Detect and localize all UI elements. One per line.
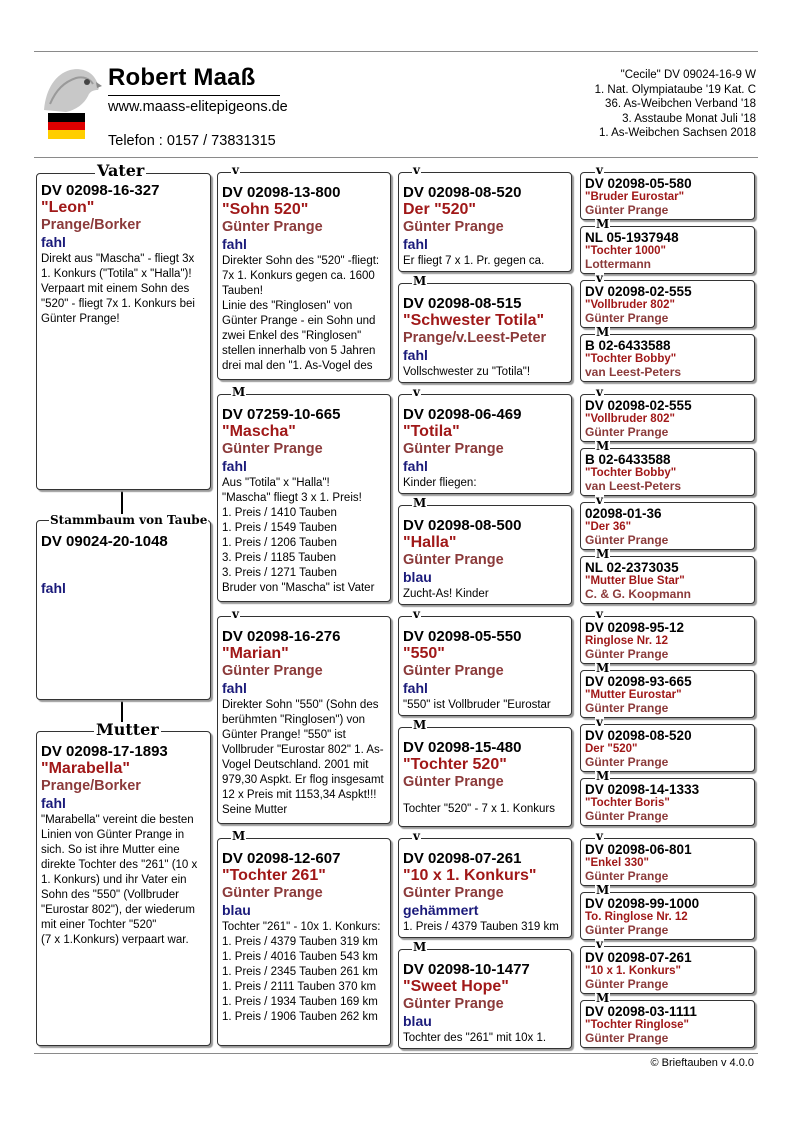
breeder: Prange/Borker <box>41 778 141 794</box>
grandsire-paternal-card[interactable] <box>217 172 391 380</box>
ring-number: B 02-6433588 <box>585 452 671 467</box>
breeder: Günter Prange <box>222 441 323 457</box>
pigeon-name: "10 x 1. Konkurs" <box>403 867 537 884</box>
ring-number: DV 02098-03-1111 <box>585 1004 697 1019</box>
ring-number: DV 02098-02-555 <box>585 398 692 413</box>
description: 1. Preis / 4379 Tauben 319 km <box>403 921 559 933</box>
ring-number: DV 02098-99-1000 <box>585 896 700 911</box>
pigeon-name: To. Ringlose Nr. 12 <box>585 911 688 923</box>
dam-marker: M <box>413 940 427 954</box>
ring-number: DV 02098-10-1477 <box>403 961 530 978</box>
ancestor-card-small[interactable] <box>580 670 755 718</box>
breeder: Lottermann <box>585 256 651 271</box>
breeder: Günter Prange <box>403 663 504 679</box>
flag-stripe-red <box>48 122 85 131</box>
pigeon-name: "Tochter Bobby" <box>585 467 677 479</box>
pigeon-name: "Tochter Boris" <box>585 797 670 809</box>
description: Direkt aus "Mascha" - fliegt 3x 1. Konkurs ("Totila" x "Halla")! Verpaart mit einem Sohn des "520" - fliegt 7x 1. Konkurs bei Günter Prange! <box>41 253 195 325</box>
achievement-line: 1. As-Weibchen Sachsen 2018 <box>598 127 756 140</box>
pigeon-name: "Bruder Eurostar" <box>585 191 685 203</box>
dam-marker: M <box>596 439 610 453</box>
owner-name: Robert Maaß <box>108 64 256 91</box>
header-rule <box>34 157 758 158</box>
dam-marker: M <box>596 547 610 561</box>
breeder: Günter Prange <box>403 996 504 1012</box>
dam-marker: M <box>413 496 427 510</box>
description: "550" ist Vollbruder "Eurostar <box>403 699 551 711</box>
pigeon-name: "Mutter Blue Star" <box>585 575 685 587</box>
breeder: Günter Prange <box>585 700 669 715</box>
pigeon-name: "Mascha" <box>222 423 296 440</box>
ring-number: DV 02098-07-261 <box>403 850 522 867</box>
website-link[interactable]: www.maass-elitepigeons.de <box>108 99 288 115</box>
ancestor-card[interactable] <box>398 172 572 272</box>
ancestor-card-small[interactable] <box>580 556 755 604</box>
copyright: © Brieftauben v 4.0.0 <box>650 1057 754 1069</box>
ancestor-card-small[interactable] <box>580 172 755 220</box>
ring-number: DV 07259-10-665 <box>222 406 341 423</box>
achievements-list <box>595 68 756 141</box>
breeder: Günter Prange <box>403 774 504 790</box>
description: Vollschwester zu "Totila"! <box>403 366 531 378</box>
breeder: Günter Prange <box>585 1030 669 1045</box>
sire-marker: v <box>596 385 603 399</box>
breeder: Günter Prange <box>585 868 669 883</box>
breeder: Günter Prange <box>403 885 504 901</box>
breeder: Günter Prange <box>222 219 323 235</box>
breeder: Prange/Borker <box>41 217 141 233</box>
pigeon-name: "Mutter Eurostar" <box>585 689 682 701</box>
pigeon-name: "Schwester Totila" <box>403 312 545 329</box>
ancestor-card-small[interactable] <box>580 838 755 886</box>
breeder: Günter Prange <box>403 219 504 235</box>
breeder: Prange/v.Leest-Peter <box>403 330 547 346</box>
ancestor-card-small[interactable] <box>580 892 755 940</box>
ring-number: DV 02098-12-607 <box>222 850 341 867</box>
ring-number: DV 02098-17-1893 <box>41 743 168 760</box>
sire-marker: v <box>596 715 603 729</box>
ring-number: DV 02098-05-550 <box>403 628 522 645</box>
ring-number: DV 02098-06-801 <box>585 842 692 857</box>
pigeon-name: "Leon" <box>41 199 95 216</box>
ancestor-card-small[interactable] <box>580 778 755 826</box>
ring-number: DV 02098-93-665 <box>585 674 692 689</box>
ancestor-card-small[interactable] <box>580 394 755 442</box>
flag-stripe-gold <box>48 130 85 139</box>
description: Zucht-As! Kinder <box>403 588 489 600</box>
pigeon-name: "Marabella" <box>41 760 130 777</box>
ring-number: 02098-01-36 <box>585 506 662 521</box>
plumage-color: fahl <box>403 236 428 252</box>
ancestor-card[interactable] <box>398 394 572 494</box>
dam-marker: M <box>232 385 246 399</box>
grandsire-maternal-card[interactable] <box>217 616 391 824</box>
breeder: Günter Prange <box>585 310 669 325</box>
plumage-color: fahl <box>222 680 247 696</box>
description: Tochter "520" - 7 x 1. Konkurs <box>403 803 555 815</box>
breeder: C. & G. Koopmann <box>585 586 691 601</box>
ring-number: DV 02098-95-12 <box>585 620 685 635</box>
dam-marker: M <box>596 991 610 1005</box>
ring-number: DV 02098-08-520 <box>585 728 692 743</box>
breeder: Günter Prange <box>222 663 323 679</box>
breeder: Günter Prange <box>585 922 669 937</box>
plumage-color: gehämmert <box>403 902 479 918</box>
achievement-line: "Cecile" DV 09024-16-9 W <box>620 69 756 81</box>
ring-number: DV 09024-20-1048 <box>41 533 168 550</box>
dam-marker: M <box>596 661 610 675</box>
description: Aus "Totila" x "Halla"! "Mascha" fliegt 3 x 1. Preis! 1. Preis / 1410 Tauben 1. Preis / 1549 Tauben 1. Preis / 1206 Tauben 3. Preis / 1185 Tauben 3. Preis / 1271 Tauben Bruder von "Mascha" ist Vater <box>222 477 375 594</box>
ring-number: NL 02-2373035 <box>585 560 679 575</box>
achievement-line: 1. Nat. Olympiataube '19 Kat. C <box>594 83 756 96</box>
pigeon-name: Ringlose Nr. 12 <box>585 635 669 647</box>
pedigree-subject-label: Stammbaum von Taube <box>50 513 208 527</box>
ring-number: DV 02098-16-276 <box>222 628 341 645</box>
plumage-color: fahl <box>403 347 428 363</box>
footer-rule <box>34 1053 758 1054</box>
ring-number: DV 02098-13-800 <box>222 184 341 201</box>
sire-label: Vater <box>97 161 145 180</box>
description: Er fliegt 7 x 1. Pr. gegen ca. <box>403 255 545 267</box>
dam-marker: M <box>596 769 610 783</box>
dam-label: Mutter <box>96 720 159 739</box>
dam-card[interactable] <box>36 731 211 1046</box>
ring-number: DV 02098-16-327 <box>41 182 160 199</box>
sire-marker: v <box>596 163 603 177</box>
pigeon-name: "Tochter 1000" <box>585 245 666 257</box>
breeder: Günter Prange <box>585 808 669 823</box>
breeder: Günter Prange <box>585 202 669 217</box>
description: Tochter des "261" mit 10x 1. <box>403 1032 547 1044</box>
german-flag-icon <box>48 113 85 139</box>
pigeon-name: "Vollbruder 802" <box>585 299 675 311</box>
dam-marker: M <box>596 325 610 339</box>
achievement-line: 36. As-Weibchen Verband '18 <box>605 98 756 111</box>
ring-number: DV 02098-15-480 <box>403 739 522 756</box>
description: Kinder fliegen: <box>403 477 477 489</box>
pigeon-name: "Enkel 330" <box>585 857 649 869</box>
plumage-color: fahl <box>41 234 66 250</box>
sire-marker: v <box>413 829 420 843</box>
ancestor-card-small[interactable] <box>580 334 755 382</box>
dam-marker: M <box>413 274 427 288</box>
ring-number: DV 02098-14-1333 <box>585 782 700 797</box>
ring-number: DV 02098-08-520 <box>403 184 522 201</box>
ancestor-card[interactable] <box>398 616 572 716</box>
ancestor-card[interactable] <box>398 838 572 938</box>
description: Direkter Sohn "550" (Sohn des berühmten "Ringlosen") von Günter Prange! "550" ist Vollbruder "Eurostar 802" 1. As-Vogel Deutschland. 2001 mit 979,30 Aspkt. Er flog insgesamt 12 x Preis mit 1153,34 Aspkt!!! Seine Mutter <box>222 699 384 816</box>
breeder: Günter Prange <box>585 532 669 547</box>
description: Tochter "261" - 10x 1. Konkurs: 1. Preis / 4379 Tauben 319 km 1. Preis / 4016 Tauben 543 km 1. Preis / 2345 Tauben 261 km 1. Preis / 2111 Tauben 370 km 1. Preis / 1934 Tauben 169 km 1. Preis / 1906 Tauben 262 km <box>222 921 381 1023</box>
plumage-color: blau <box>403 1013 432 1029</box>
ring-number: DV 02098-08-500 <box>403 517 522 534</box>
sire-marker: v <box>596 937 603 951</box>
granddam-maternal-card[interactable] <box>217 838 391 1046</box>
breeder: Günter Prange <box>403 441 504 457</box>
ancestor-card-small[interactable] <box>580 1000 755 1048</box>
breeder: van Leest-Peters <box>585 478 682 493</box>
ring-number: B 02-6433588 <box>585 338 671 353</box>
subject-card[interactable] <box>36 520 211 700</box>
pigeon-name: "Tochter 261" <box>222 867 326 884</box>
ancestor-card[interactable] <box>398 283 572 383</box>
ancestor-card[interactable] <box>398 505 572 605</box>
dam-marker: M <box>232 829 246 843</box>
sire-marker: v <box>596 607 603 621</box>
pigeon-name: "Tochter Bobby" <box>585 353 677 365</box>
sire-marker: v <box>413 163 420 177</box>
ancestor-card[interactable] <box>398 727 572 827</box>
description: Direkter Sohn des "520" -fliegt: 7x 1. Konkurs gegen ca. 1600 Tauben! Linie des "Ringlosen" von Günter Prange - ein Sohn und zwei Enkel des "Ringlosen" stellen innerhalb von 5 Jahren drei mal den "1. As-Vogel des <box>222 255 380 372</box>
pigeon-name: "Marian" <box>222 645 289 662</box>
plumage-color: blau <box>222 902 251 918</box>
dam-marker: M <box>596 883 610 897</box>
breeder: Günter Prange <box>403 552 504 568</box>
ancestor-card-small[interactable] <box>580 724 755 772</box>
owner-underline <box>108 95 280 96</box>
plumage-color: fahl <box>41 580 66 596</box>
ancestor-card[interactable] <box>398 949 572 1049</box>
ring-number: DV 02098-02-555 <box>585 284 692 299</box>
sire-marker: v <box>232 163 239 177</box>
dam-marker: M <box>413 718 427 732</box>
ancestor-card-small[interactable] <box>580 280 755 328</box>
pigeon-name: "550" <box>403 645 445 662</box>
pigeon-name: "Sweet Hope" <box>403 978 509 995</box>
pigeon-name: "Halla" <box>403 534 457 551</box>
plumage-color: fahl <box>222 458 247 474</box>
plumage-color: fahl <box>41 795 66 811</box>
plumage-color: blau <box>403 569 432 585</box>
sire-marker: v <box>413 385 420 399</box>
phone-number: Telefon : 0157 / 73831315 <box>108 133 276 149</box>
breeder: Günter Prange <box>585 646 669 661</box>
ancestor-card-small[interactable] <box>580 502 755 550</box>
pigeon-head-logo-icon <box>40 60 102 114</box>
breeder: Günter Prange <box>585 976 669 991</box>
ring-number: DV 02098-05-580 <box>585 176 692 191</box>
ancestor-card-small[interactable] <box>580 616 755 664</box>
pigeon-name: "Vollbruder 802" <box>585 413 675 425</box>
breeder: van Leest-Peters <box>585 364 682 379</box>
ancestor-card-small[interactable] <box>580 448 755 496</box>
granddam-paternal-card[interactable] <box>217 394 391 602</box>
ring-number: DV 02098-07-261 <box>585 950 692 965</box>
top-rule <box>34 51 758 52</box>
pigeon-name: Der "520" <box>585 743 638 755</box>
plumage-color: fahl <box>222 236 247 252</box>
plumage-color: fahl <box>403 458 428 474</box>
ring-number: NL 05-1937948 <box>585 230 679 245</box>
ancestor-card-small[interactable] <box>580 226 755 274</box>
pigeon-name: "Tochter 520" <box>403 756 507 773</box>
pigeon-name: "Der 36" <box>585 521 632 533</box>
pigeon-name: "Totila" <box>403 423 460 440</box>
sire-card[interactable] <box>36 173 211 490</box>
flag-stripe-black <box>48 113 85 122</box>
sire-marker: v <box>596 829 603 843</box>
breeder: Günter Prange <box>585 424 669 439</box>
ring-number: DV 02098-06-469 <box>403 406 522 423</box>
sire-marker: v <box>413 607 420 621</box>
pigeon-name: "10 x 1. Konkurs" <box>585 965 681 977</box>
sire-marker: v <box>596 493 603 507</box>
ancestor-card-small[interactable] <box>580 946 755 994</box>
description: "Marabella" vereint die besten Linien von Günter Prange in sich. So ist ihre Mutter eine direkte Tochter des "261" (10 x 1. Konkurs) und ihr Vater ein Sohn des "550" (Vollbruder "Eurostar 802"), der wiederum mit einer Tochter "520" (7 x 1.Konkurs) verpaart war. <box>41 814 198 946</box>
plumage-color: fahl <box>403 680 428 696</box>
pigeon-name: Der "520" <box>403 201 476 218</box>
breeder: Günter Prange <box>222 885 323 901</box>
ring-number: DV 02098-08-515 <box>403 295 522 312</box>
sire-marker: v <box>232 607 239 621</box>
dam-marker: M <box>596 217 610 231</box>
achievement-line: 3. Asstaube Monat Juli '18 <box>622 112 756 125</box>
breeder: Günter Prange <box>585 754 669 769</box>
pigeon-name: "Sohn 520" <box>222 201 309 218</box>
sire-marker: v <box>596 271 603 285</box>
pigeon-name: "Tochter Ringlose" <box>585 1019 689 1031</box>
